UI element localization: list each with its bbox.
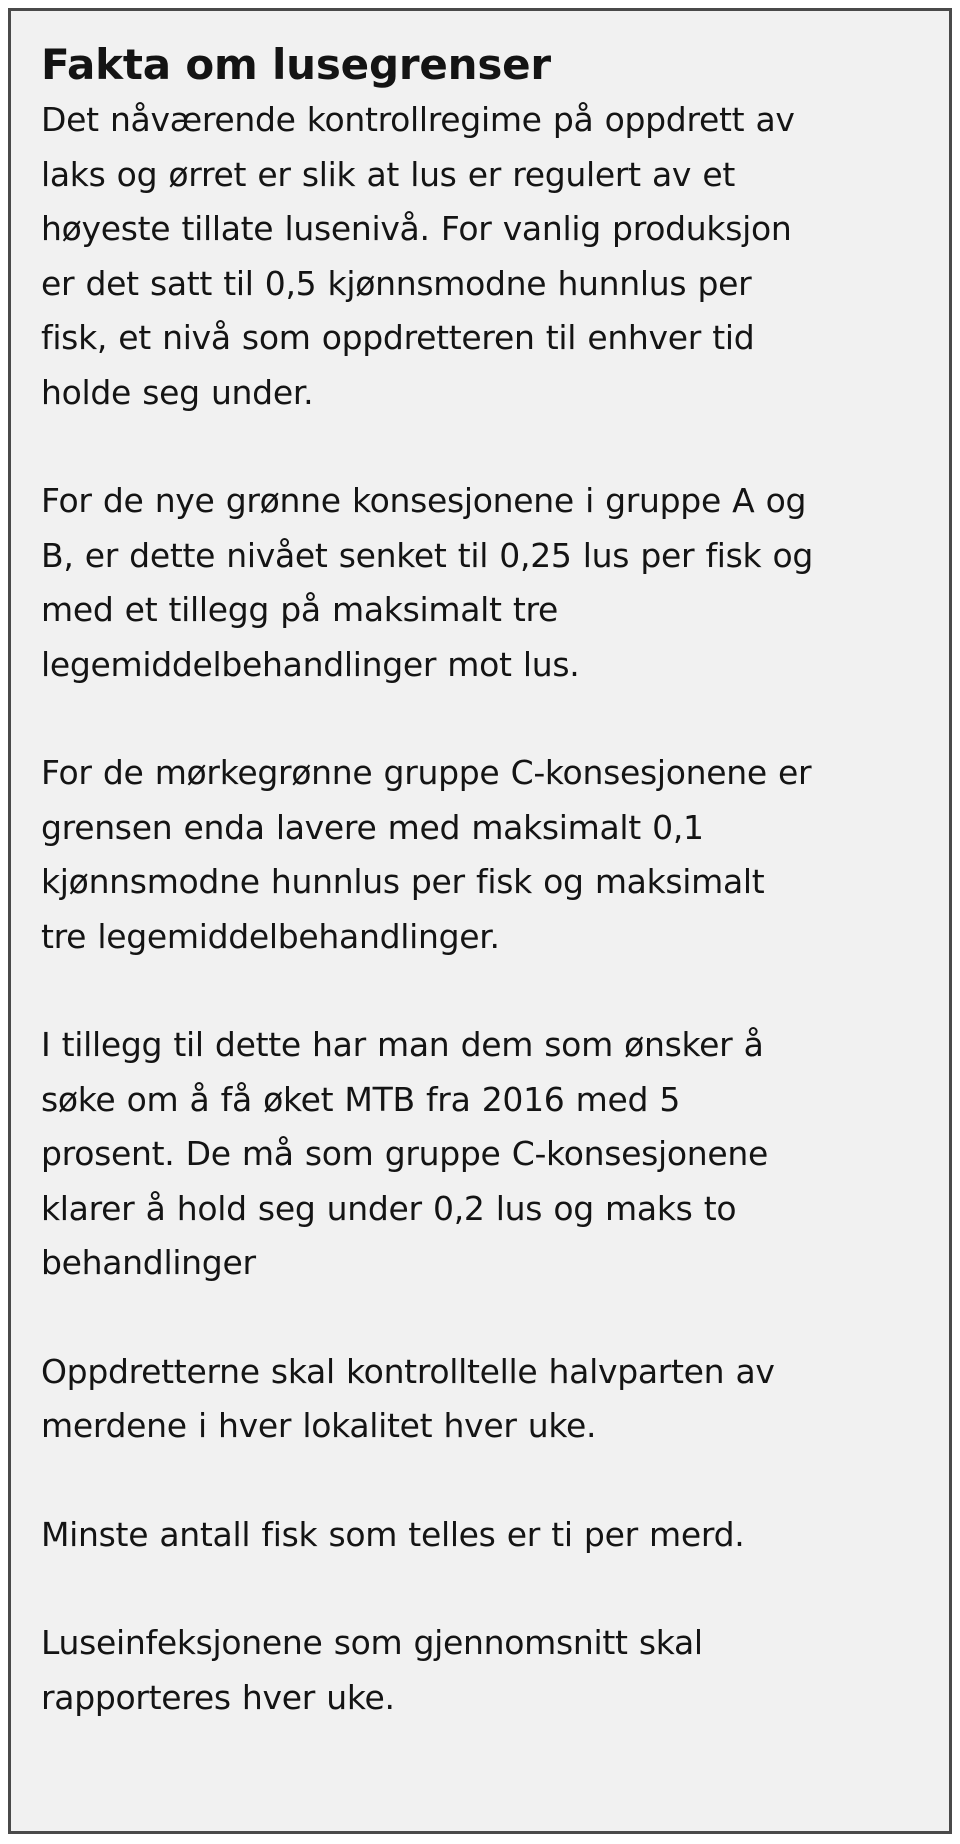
text-line: prosent. De må som gruppe C-konsesjonene — [41, 1134, 768, 1173]
text-line: grensen enda lavere med maksimalt 0,1 — [41, 807, 704, 847]
text-line: er det satt til 0,5 kjønnsmodne hunnlus per — [41, 263, 752, 303]
text-line: klarer å hold seg under 0,2 lus og maks to — [41, 1188, 737, 1228]
text-line: merdene i hver lokalitet hver uke. — [41, 1406, 597, 1445]
paragraph-minimum-fish — [41, 1508, 923, 1563]
text-line: B, er dette nivået senket til 0,25 lus per fisk og — [41, 535, 814, 575]
text-line: søke om å få øket MTB fra 2016 med 5 — [41, 1079, 681, 1119]
fact-box — [8, 8, 952, 1834]
paragraph-control-counting — [41, 1345, 923, 1454]
text-line: fisk, et nivå som oppdretteren til enhver tid — [41, 318, 755, 357]
text-line: Det nåværende kontrollregime på oppdrett av — [41, 100, 795, 139]
text-line: holde seg under. — [41, 372, 314, 412]
text-line: tre legemiddelbehandlinger. — [41, 916, 500, 956]
text-line: kjønnsmodne hunnlus per fisk og maksimalt — [41, 862, 765, 901]
paragraph-green-licenses — [41, 474, 923, 692]
text-line: høyeste tillate lusenivå. For vanlig produksjon — [41, 209, 792, 248]
text-line: laks og ørret er slik at lus er regulert av et — [41, 154, 735, 194]
paragraph-dark-green-licenses — [41, 746, 923, 964]
text-line: behandlinger — [41, 1243, 256, 1282]
text-line: I tillegg til dette har man dem som ønsker å — [41, 1025, 764, 1064]
text-line: Oppdretterne skal kontrolltelle halvparten av — [41, 1351, 775, 1391]
text-line: legemiddelbehandlinger mot lus. — [41, 644, 580, 684]
text-line: For de nye grønne konsesjonene i gruppe A og — [41, 481, 807, 520]
text-line: Luseinfeksjonene som gjennomsnitt skal — [41, 1623, 703, 1662]
text-line: For de mørkegrønne gruppe C-konsesjonene er — [41, 753, 812, 792]
fact-box-title: Fakta om lusegrenser — [41, 40, 551, 89]
paragraph-reporting — [41, 1616, 923, 1725]
paragraph-mtb-increase — [41, 1018, 923, 1291]
text-line: rapporteres hver uke. — [41, 1677, 395, 1717]
paragraph-current-regime — [41, 93, 923, 420]
text-line: med et tillegg på maksimalt tre — [41, 590, 558, 629]
text-line: Minste antall fisk som telles er ti per merd. — [41, 1514, 745, 1554]
